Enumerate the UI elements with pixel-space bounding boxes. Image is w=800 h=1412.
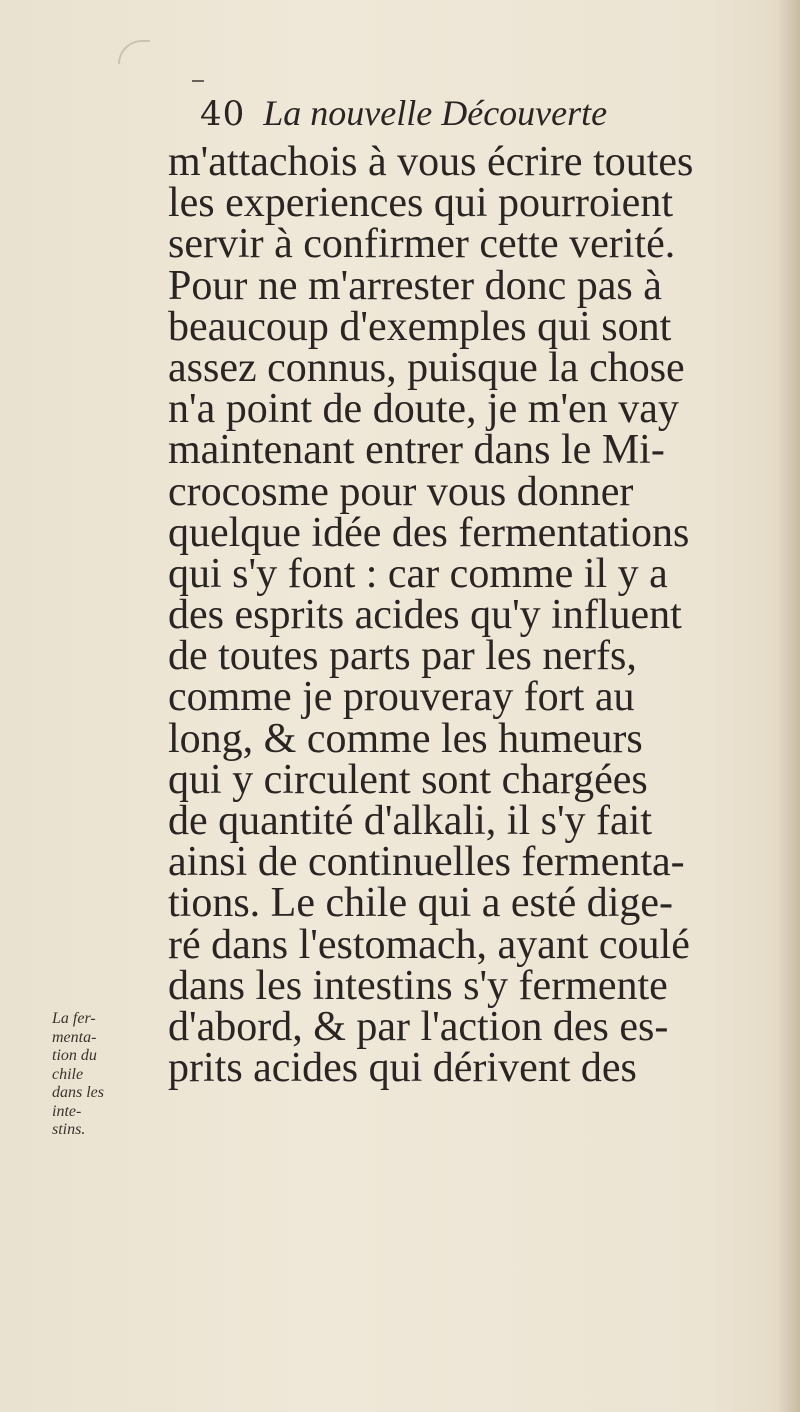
margin-note-line: chile	[52, 1065, 84, 1083]
text-line: quelque idée des fermentations	[168, 509, 690, 556]
text-line: n'a point de doute, je m'en vay	[168, 386, 679, 433]
text-line: assez connus, puisque la chose	[168, 344, 685, 391]
text-line: d'abord, & par l'action des es-	[168, 1003, 669, 1050]
running-title: La nouvelle Découverte	[263, 93, 608, 133]
page-header	[200, 92, 760, 140]
margin-note-line: La fer-	[52, 1010, 96, 1027]
text-line: ainsi de continuelles fermenta-	[168, 839, 685, 886]
text-line: Pour ne m'arrester donc pas à	[168, 262, 662, 309]
page-edge-shadow	[776, 0, 800, 1412]
page-curl-mark	[118, 40, 150, 64]
text-line: de toutes parts par les nerfs,	[168, 633, 637, 680]
text-line: des esprits acides qu'y influent	[168, 592, 682, 639]
text-line: dans les intestins s'y fermente	[168, 962, 668, 1009]
text-line: qui s'y font : car comme il y a	[168, 550, 668, 597]
text-line: long, & comme les humeurs	[168, 715, 643, 762]
text-line: servir à confirmer cette verité.	[168, 221, 676, 268]
margin-note-line: tion du	[52, 1047, 97, 1064]
text-line: tions. Le chile qui a esté dige-	[168, 880, 674, 927]
text-line: beaucoup d'exemples qui sont	[168, 303, 672, 350]
text-line: prits acides qui dérivent des	[168, 1045, 637, 1092]
margin-note	[52, 1010, 152, 1140]
text-line: les experiences qui pourroient	[168, 180, 673, 227]
page-number: 40	[200, 94, 246, 134]
text-line: m'attachois à vous écrire toutes	[168, 139, 694, 185]
text-line: maintenant entrer dans le Mi-	[168, 427, 665, 474]
text-line: qui y circulent sont chargées	[168, 756, 648, 803]
margin-note-line: stins.	[52, 1121, 86, 1138]
text-line: crocosme pour vous donner	[168, 468, 634, 515]
body-text	[168, 139, 780, 1092]
margin-note-line: inte-	[52, 1102, 82, 1120]
text-line: ré dans l'estomach, ayant coulé	[168, 921, 690, 968]
margin-note-line: menta-	[52, 1028, 97, 1046]
printer-mark	[192, 80, 204, 82]
text-line: comme je prouveray fort au	[168, 674, 635, 721]
margin-note-line: dans les	[52, 1084, 104, 1101]
text-line: de quantité d'alkali, il s'y fait	[168, 798, 653, 844]
